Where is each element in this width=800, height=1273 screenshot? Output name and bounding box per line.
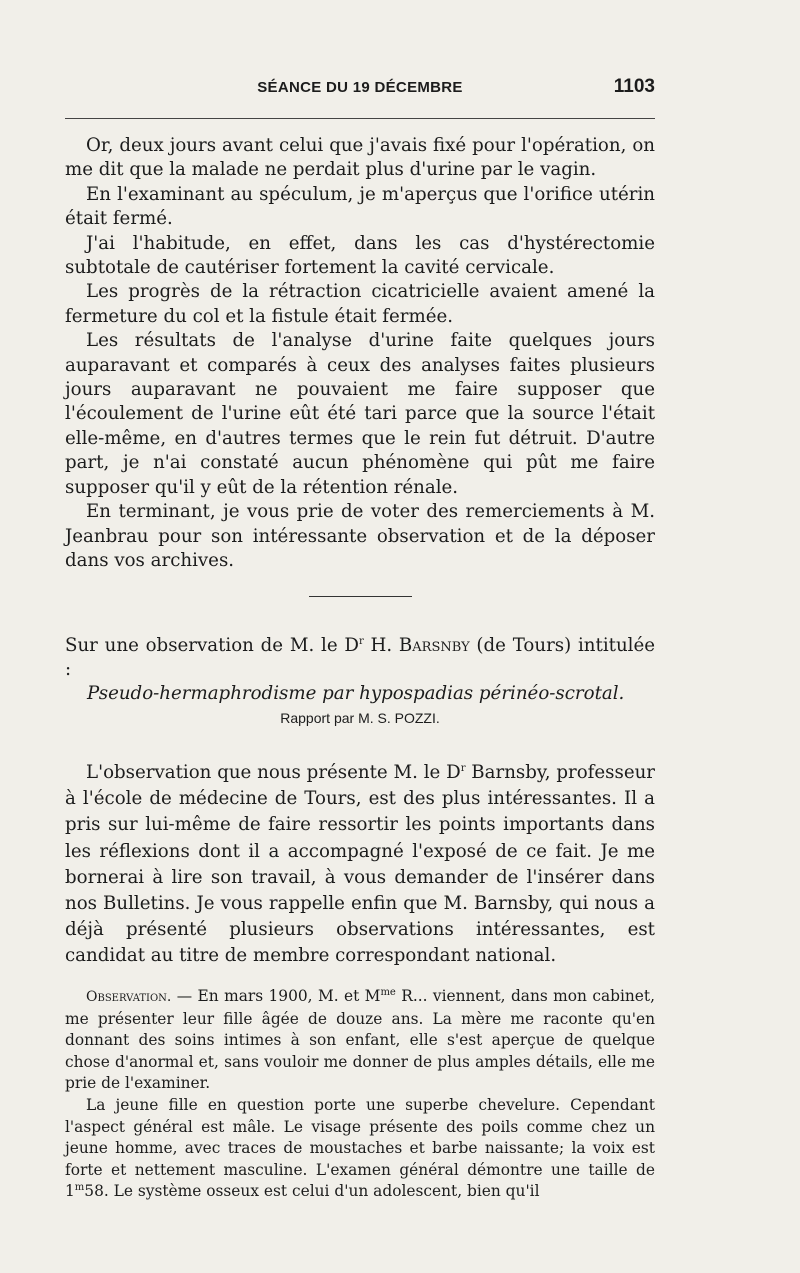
paragraph: Or, deux jours avant celui que j'avais fixé pour l'opération, on me dit que la malade ne perdait plus d'urine par le vagin.: [65, 135, 655, 181]
observation-sup: me: [380, 986, 396, 998]
observation-paragraph: [65, 1095, 655, 1203]
report-sup: r: [460, 762, 466, 774]
title-text: Sur une observation de M. le D: [65, 635, 359, 656]
observation-sup: m: [74, 1182, 85, 1194]
header-title: SÉANCE DU 19 DÉCEMBRE: [257, 79, 463, 96]
observation-text: — En mars 1900, M. et M: [171, 987, 381, 1005]
report-body: [65, 760, 655, 970]
observation-text: 58. Le système osseux est celui d'un adolescent, bien qu'il: [84, 1182, 540, 1201]
section-title-line: [65, 634, 655, 682]
section-separator: [309, 596, 412, 597]
section-title-italic: Pseudo-hermaphrodisme par hypospadias périnéo-scrotal.: [87, 683, 625, 704]
paragraph: Les résultats de l'analyse d'urine faite quelques jours auparavant et comparés à ceux des analyses faites plusieurs jours auparavant ne pouvaient me faire supposer que l'écoulement de l'urine eût été tari parce que la source l'était elle-même, en d'autres termes que le rein fut détruit. D'autre part, je n'ai constaté aucun phénomène qui pût me faire supposer qu'il y eût de la rétention rénale.: [65, 330, 655, 498]
title-suffix: (de Tours) intitulée :: [65, 635, 655, 680]
paragraph: En terminant, je vous prie de voter des remerciements à M. Jeanbrau pour son intéressante observation et de la déposer dans vos archives.: [65, 501, 655, 571]
observation-text: La jeune fille en question porte une superbe chevelure. Cependant l'aspect général est mâle. Le visage présente des poils comme chez un jeune homme, avec traces de moustaches et barbe naissante; la voix est forte et nettement masculine. L'examen général démontre une taille de 1: [65, 1095, 655, 1201]
observation-label: Observation.: [86, 989, 172, 1005]
header-rule: [65, 118, 655, 119]
paragraph: J'ai l'habitude, en effet, dans les cas d'hystérectomie subtotale de cautériser fortement la cavité cervicale.: [65, 232, 655, 279]
paragraph: En l'examinant au spéculum, je m'aperçus que l'orifice utérin était fermé.: [65, 183, 655, 230]
running-header: [65, 76, 655, 102]
observation-text: R... viennent, dans mon cabinet, me présenter leur fille âgée de douze ans. La mère me raconte qu'en donnant des soins intimes à son enfant, elle s'est aperçue de quelque chose d'anormal et, sans vouloir me donner de plus amples détails, elle me prie de l'examiner.: [65, 987, 655, 1093]
title-sup: r: [358, 635, 364, 647]
report-text: L'observation que nous présente M. le D: [86, 762, 461, 783]
author-name: H. Barsnby: [363, 635, 470, 656]
report-paragraph: [65, 760, 655, 970]
paragraph: Les progrès de la rétraction cicatricielle avaient amené la fermeture du col et la fistule était fermée.: [65, 281, 655, 327]
page-number: 1103: [613, 76, 655, 97]
body-text-top: [65, 134, 655, 573]
report-byline: Rapport par M. S. POZZI.: [280, 710, 440, 726]
observation-paragraph: [65, 986, 655, 1095]
report-text: Barnsby, professeur à l'école de médecine de Tours, est des plus intéressantes. Il a pris sur lui-même de faire ressortir les points importants dans les réflexions dont il a accompagné l'exposé de ce fait. Je me bornerai à lire son travail, à vous demander de l'insérer dans nos Bulletins. Je vous rappelle enfin que M. Barnsby, qui nous a déjà présenté plusieurs observations intéressantes, est candidat au titre de membre correspondant national.: [65, 762, 655, 967]
section-title: [65, 634, 655, 706]
observation-body: [65, 986, 655, 1203]
